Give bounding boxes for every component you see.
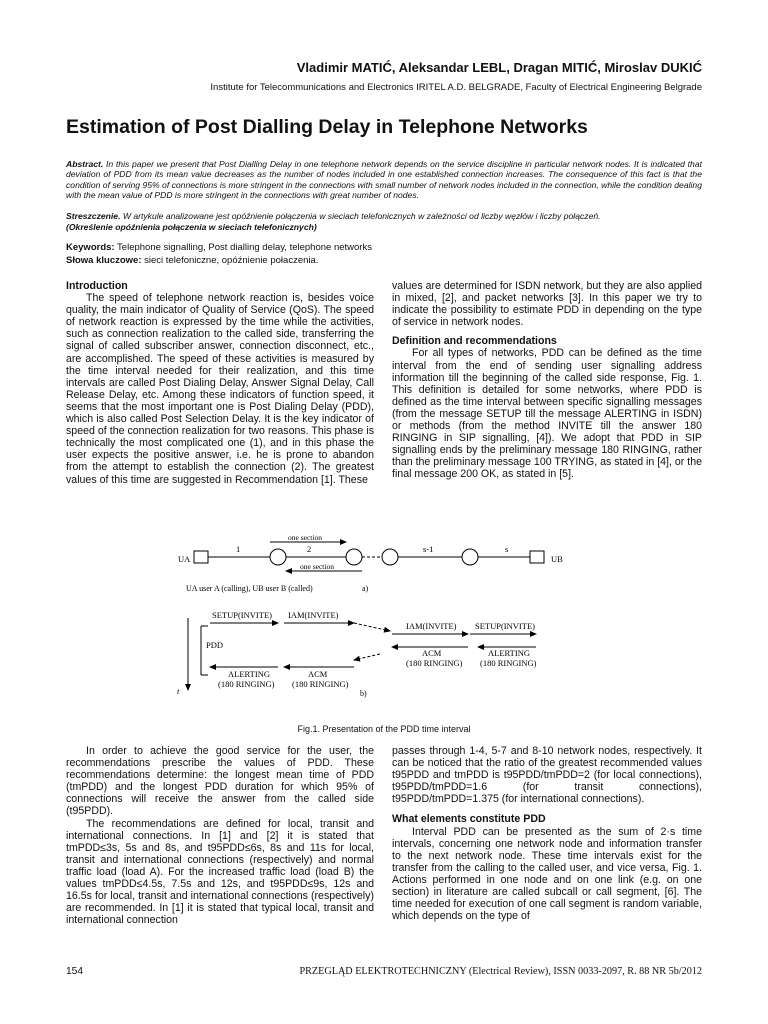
journal-info: PRZEGLĄD ELEKTROTECHNICZNY (Electrical Review), ISSN 0033-2097, R. 88 NR 5b/2012 — [299, 966, 702, 977]
abstract-label: Abstract. — [66, 159, 104, 169]
abstract-text: In this paper we present that Post Dialling Delay in one telephone network depends on the service discipline in particular network nodes. It is indicated that deviation of PDD from its mean value decreases as the number of nodes included in one established connection increases. The consequence of this fact is that the condition of serving 95% of connections is more stringent in the connections with small number of network nodes included in the connection, while the condition dealing with the mean value of PDD is more stringent in the connections with great number of nodes. — [66, 159, 702, 200]
ub-box — [530, 551, 544, 563]
paper-title: Estimation of Post Dialling Delay in Telephone Networks — [66, 116, 588, 138]
ub-label: UB — [551, 554, 563, 564]
msg-dashed-forward — [354, 623, 390, 631]
node-s-1 — [382, 549, 398, 565]
section-label-s: s — [505, 544, 509, 554]
streszczenie-text: W artykule analizowane jest opóźnienie połączenia w sieciach telefonicznych w zależności od liczby węzłów i liczby połączeń. — [120, 211, 601, 221]
one-section-label-bottom: one section — [300, 562, 334, 571]
streszczenie-label: Streszczenie. — [66, 211, 121, 221]
section-label-2: 2 — [307, 544, 312, 554]
msg-acm-mid-label: ACM — [422, 648, 442, 658]
recommendations-paragraph-2: The recommendations are defined for local, transit and international connections. In [1] and [2] it is stated that tmPDD≤3s, 5s and 8s, and t95PDD≤6s, 8s and 11s for local, transit and international connections (respectively) and normal traffic load (load A). For the increased traffic load (load B) the values tmPDD≤4.5s, 7.5s and 12s, and t95PDD≤9s, 12s and 16.5s for local, transit and international connections (respectively) are recommended. In [1] it is stated that typical local, transit and international connection — [66, 817, 374, 927]
time-axis-label: t — [177, 686, 180, 696]
recommendations-paragraph-1: In order to achieve the good service for the user, the recommendations prescribe the values of PDD. These recommendations determine: the longest mean time of PDD (tmPDD) and the longest PDD duration for which 95% of connections will receive the answer from the called side (t95PDD). — [66, 745, 374, 818]
msg-ringing-left2-label: (180 RINGING) — [292, 679, 349, 689]
pdd-elements-paragraph: Interval PDD can be presented as the sum of 2·s time intervals, concerning one network node and information transfer to the next network node. These time intervals exist for the transfer from the calling to the called user, and vice versa, Fig. 1. Actions performed in one node and on one link (e.g. on one section) in literature are called subcall or call segment, [6]. The time needed for execution of one call segment is random variable, which depends on the type of — [392, 825, 702, 923]
ua-label: UA — [178, 554, 191, 564]
pdd-label: PDD — [206, 640, 224, 650]
authors: Vladimir MATIĆ, Aleksandar LEBL, Dragan MITIĆ, Miroslav DUKIĆ — [296, 60, 702, 75]
msg-setup-label: SETUP(INVITE) — [212, 610, 272, 620]
label-b: b) — [360, 689, 367, 698]
section-label-1: 1 — [236, 544, 241, 554]
right-column-top — [392, 280, 702, 481]
figure-caption: Fig.1. Presentation of the PDD time interval — [297, 724, 471, 734]
node-2 — [346, 549, 362, 565]
msg-dashed-backward — [354, 654, 380, 660]
abstract — [66, 159, 702, 200]
msg-alerting-right-label: ALERTING — [488, 648, 530, 658]
affiliation: Institute for Telecommunications and Electronics IRITEL A.D. BELGRADE, Faculty of Electrical Engineering Belgrade — [210, 82, 702, 93]
keywords — [66, 242, 702, 267]
keywords-pl-text: sieci telefoniczne, opóźnienie połaczenia. — [141, 254, 319, 266]
keywords-text: Telephone signalling, Post dialling delay, telephone networks — [114, 242, 372, 253]
page-number: 154 — [66, 966, 83, 977]
introduction-paragraph: The speed of telephone network reaction is, besides voice quality, the main indicator of Quality of Service (QoS). The speed of network reaction is expressed by the time while the activities, such as connection realization to the called side, transferring the signal of called subscriber answer, connection disconnect, etc., are accomplished. The speed of these activities is measured by the time interval needed for their realization, and this time intervals are called Post Dialing Delay, Answer Signal Delay, Call Release Delay, etc. Among these indicators of function speed, it seems that the most important one is Post Dialing Delay (PDD), which is also called Post Selection Delay. It is the key indicator of speed of the connection realization for two reasons. This phase is technically the most complicated one (1), and in this phase the user expects the positive answer, i.e. he is prone to abandon from the attempt to establish the connection (2). The greatest values of this time are suggested in Recommendation [1]. These — [66, 292, 374, 486]
msg-acm-left-label: ACM — [308, 669, 328, 679]
pdd-elements-heading: What elements constitute PDD — [392, 813, 546, 826]
figure-legend: UA user A (calling), UB user B (called) — [186, 584, 313, 593]
msg-ringing-right-label: (180 RINGING) — [480, 658, 537, 668]
node-s — [462, 549, 478, 565]
streszczenie-title: (Określenie opóźnienia połączenia w sieciach telefonicznych) — [66, 222, 317, 232]
keywords-en — [66, 242, 702, 255]
msg-iam-label: IAM(INVITE) — [288, 610, 339, 620]
introduction-heading: Introduction — [66, 280, 128, 292]
msg-ringing-mid-label: (180 RINGING) — [406, 658, 463, 668]
definition-heading: Definition and recommendations — [392, 335, 557, 348]
streszczenie — [66, 211, 702, 233]
msg-ringing-left-label: (180 RINGING) — [218, 679, 275, 689]
ua-box — [194, 551, 208, 563]
keywords-label: Keywords: — [66, 242, 115, 253]
one-section-label-top: one section — [288, 533, 322, 542]
keywords-pl-label: Słowa kluczowe: — [66, 254, 142, 266]
right-column-bottom — [392, 745, 702, 922]
right-continuation: values are determined for ISDN network, but they are also applied in mixed, [2], and packet networks [3]. In this paper we try to indicate the possibility to estimate PDD in depending on the type of service in network nodes. — [392, 280, 702, 329]
node-1 — [270, 549, 286, 565]
label-a: a) — [362, 584, 369, 593]
keywords-pl — [66, 255, 702, 268]
definition-paragraph: For all types of networks, PDD can be defined as the time interval from the end of sending user signalling address information till the beginning of the called side response, Fig. 1. This definition is detailed for some networks, where PDD is defined as the time interval between specific signalling messages (from the message SETUP till the message ALERTING in ISDN) or methods (from the method INVITE till the answer 180 RINGING in SIP signalling, [4]). We adopt that PDD in SIP signalling ends by the preliminary message 180 RINGING, rather than the preliminary message 100 TRYING, as stated in [4], or the final message 200 OK, as stated in [5]. — [392, 347, 702, 481]
figure-pdd-diagram — [170, 530, 590, 720]
msg-iam-mid-label: IAM(INVITE) — [406, 621, 457, 631]
msg-setup-right-label: SETUP(INVITE) — [475, 621, 535, 631]
left-column-bottom — [66, 745, 374, 926]
msg-alerting-left-label: ALERTING — [228, 669, 270, 679]
left-column-top — [66, 280, 374, 486]
section-label-s-1: s-1 — [423, 544, 434, 554]
right-bottom-continuation: passes through 1-4, 5-7 and 8-10 network nodes, respectively. It can be noticed that the ratio of the greatest recommended values t95PDD and tmPDD is t95PDD/tmPDD=2 (for local connections), t95PDD/tmPDD=1.6 (for transit connections), t95PDD/tmPDD=1.375 (for international connections). — [392, 745, 702, 806]
